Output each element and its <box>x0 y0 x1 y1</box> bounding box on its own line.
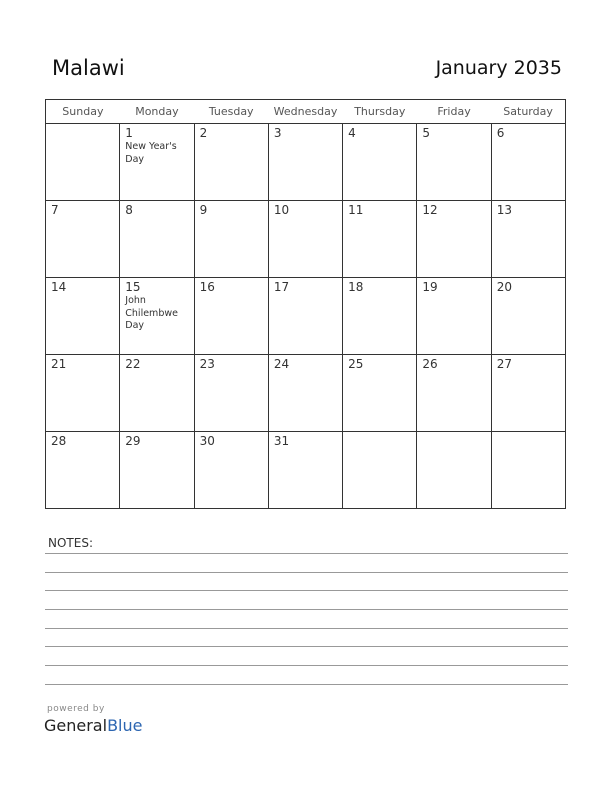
day-number: 7 <box>51 203 59 217</box>
day-number: 9 <box>199 203 208 217</box>
calendar-day-cell <box>268 201 342 278</box>
day-number: 13 <box>496 203 512 217</box>
calendar-day-cell <box>268 124 342 201</box>
calendar-day-cell <box>46 124 120 201</box>
calendar-week-row <box>46 201 566 278</box>
note-line <box>45 590 568 591</box>
day-number: 1 <box>125 126 133 140</box>
note-line <box>45 646 568 647</box>
weekday-friday: Friday <box>417 100 491 124</box>
day-number: 10 <box>273 203 290 217</box>
day-number: 25 <box>348 357 364 371</box>
holiday-label: John Chilembwe Day <box>125 295 178 331</box>
calendar-week-row <box>46 355 566 432</box>
calendar-day-cell <box>491 432 565 509</box>
calendar-day-cell <box>417 355 491 432</box>
calendar-day-cell <box>120 124 194 201</box>
month-year-title: January 2035 <box>435 57 562 79</box>
calendar-week-row <box>46 124 566 201</box>
calendar-day-cell <box>46 201 120 278</box>
country-title: Malawi <box>52 56 125 80</box>
weekday-tuesday: Tuesday <box>194 100 268 124</box>
day-number: 17 <box>273 280 290 294</box>
notes-label: NOTES: <box>48 536 93 550</box>
day-number: 4 <box>348 126 356 140</box>
calendar-day-cell <box>268 432 342 509</box>
brand-logo[interactable] <box>44 716 142 735</box>
calendar-day-cell <box>343 355 417 432</box>
calendar-day-cell <box>343 432 417 509</box>
calendar-day-cell <box>491 278 565 355</box>
day-number: 15 <box>125 280 141 294</box>
calendar-day-cell <box>120 201 194 278</box>
note-line <box>45 553 568 554</box>
day-number: 24 <box>273 357 290 371</box>
calendar-day-cell <box>491 201 565 278</box>
weekday-saturday: Saturday <box>491 100 565 124</box>
calendar-day-cell <box>268 355 342 432</box>
note-line <box>45 609 568 610</box>
day-number: 19 <box>422 280 438 294</box>
weekday-header-row <box>46 100 566 124</box>
day-number: 26 <box>422 357 438 371</box>
calendar-day-cell <box>268 278 342 355</box>
weekday-wednesday: Wednesday <box>268 100 342 124</box>
day-number <box>492 432 565 434</box>
calendar-day-cell <box>46 278 120 355</box>
calendar-day-cell <box>194 278 268 355</box>
calendar-day-cell <box>417 124 491 201</box>
day-number: 21 <box>51 357 67 371</box>
day-number: 29 <box>125 434 141 448</box>
calendar-day-cell <box>491 124 565 201</box>
calendar-week-row <box>46 432 566 509</box>
weekday-sunday: Sunday <box>46 100 120 124</box>
calendar-day-cell <box>343 278 417 355</box>
calendar-day-cell <box>343 201 417 278</box>
calendar-day-cell <box>491 355 565 432</box>
day-number <box>46 124 119 126</box>
day-number <box>343 432 416 434</box>
calendar-day-cell <box>120 432 194 509</box>
calendar-day-cell <box>194 432 268 509</box>
day-number <box>417 432 490 434</box>
day-number: 23 <box>199 357 215 371</box>
calendar-day-cell <box>194 201 268 278</box>
calendar-day-cell <box>417 432 491 509</box>
day-number: 5 <box>422 126 431 140</box>
calendar-body <box>46 124 566 509</box>
day-number: 16 <box>199 280 215 294</box>
powered-by-text: powered by <box>47 704 105 714</box>
day-number: 3 <box>273 126 282 140</box>
day-number: 27 <box>496 357 512 371</box>
brand-logo-part1: General <box>44 716 108 735</box>
calendar-day-cell <box>120 278 194 355</box>
note-line <box>45 665 568 666</box>
day-number: 6 <box>496 126 505 140</box>
day-number: 12 <box>422 203 438 217</box>
calendar-day-cell <box>194 124 268 201</box>
calendar-day-cell <box>46 355 120 432</box>
note-line <box>45 684 568 685</box>
calendar-day-cell <box>343 124 417 201</box>
day-number: 18 <box>348 280 364 294</box>
calendar-grid <box>45 99 566 509</box>
brand-logo-part2: Blue <box>107 716 143 735</box>
holiday-label: New Year's Day <box>125 141 177 165</box>
day-number: 30 <box>199 434 215 448</box>
calendar-day-cell <box>417 201 491 278</box>
weekday-monday: Monday <box>120 100 194 124</box>
day-number: 20 <box>496 280 512 294</box>
calendar-day-cell <box>194 355 268 432</box>
day-number: 31 <box>273 434 290 448</box>
calendar-day-cell <box>417 278 491 355</box>
weekday-thursday: Thursday <box>343 100 417 124</box>
note-line <box>45 628 568 629</box>
day-number: 22 <box>125 357 141 371</box>
day-number: 11 <box>348 203 364 217</box>
calendar-week-row <box>46 278 566 355</box>
day-number: 8 <box>125 203 133 217</box>
day-number: 2 <box>199 126 208 140</box>
calendar-day-cell <box>120 355 194 432</box>
day-number: 14 <box>51 280 67 294</box>
day-number: 28 <box>51 434 67 448</box>
calendar-day-cell <box>46 432 120 509</box>
note-line <box>45 572 568 573</box>
